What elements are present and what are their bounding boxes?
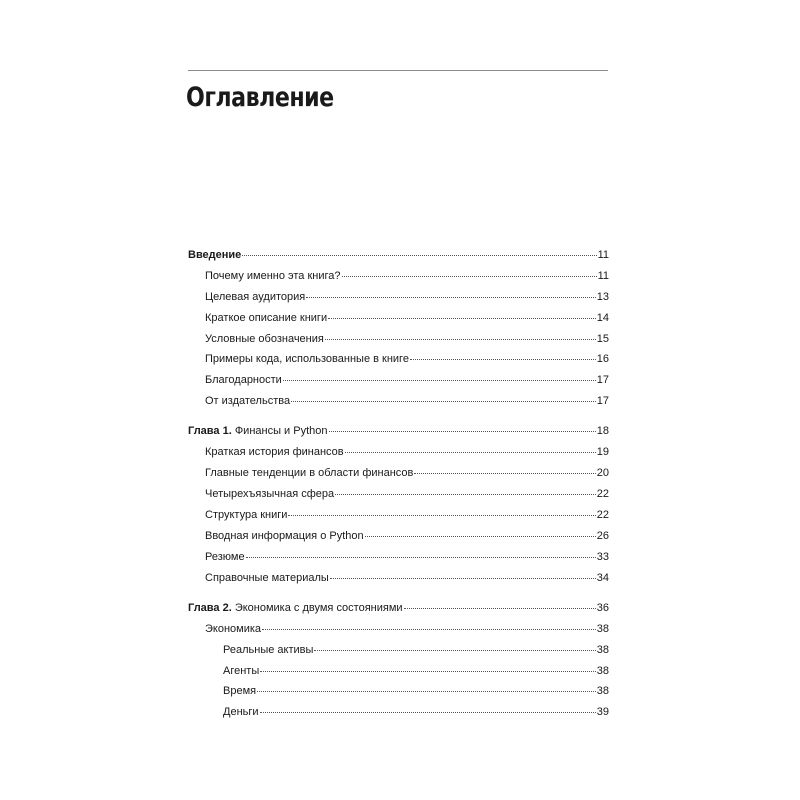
toc-entry-label	[205, 619, 261, 640]
toc-entry-text: Четырехъязычная сфера	[205, 488, 335, 501]
toc-entry-text: От издательства	[205, 395, 291, 408]
toc-page-number: 19	[596, 446, 609, 459]
toc-entry-label	[205, 370, 282, 391]
toc-dot-leader	[335, 494, 596, 495]
toc-entry-text: Целевая аудитория	[205, 290, 306, 303]
toc-page-number: 36	[596, 601, 609, 614]
toc-dot-leader	[283, 380, 596, 381]
toc-page-number: 17	[596, 395, 609, 408]
toc-entry[interactable]	[188, 463, 609, 484]
toc-entry-text: Справочные материалы	[205, 571, 329, 584]
toc-page-number: 38	[596, 685, 609, 698]
toc-entry-text: Примеры кода, использованные в книге	[205, 353, 409, 366]
toc-entry-label	[205, 329, 324, 350]
toc-entry-text: Резюме	[205, 550, 245, 563]
toc-dot-leader	[260, 671, 596, 672]
toc-page-number: 14	[596, 311, 609, 324]
toc-page-number: 16	[596, 353, 609, 366]
toc-entry-label	[205, 287, 305, 308]
toc-entry[interactable]	[188, 484, 609, 505]
toc-entry-text: Агенты	[223, 664, 260, 677]
table-of-contents	[188, 245, 609, 723]
toc-entry-prefix: Глава 2.	[188, 601, 232, 614]
toc-dot-leader	[246, 557, 596, 558]
toc-page-number: 38	[596, 643, 609, 656]
toc-entry-label	[188, 598, 403, 619]
toc-entry-text: Условные обозначения	[205, 332, 324, 345]
toc-entry-text: Время	[223, 685, 257, 698]
toc-entry-text: Экономика	[205, 622, 262, 635]
toc-page-number: 22	[596, 508, 609, 521]
toc-entry[interactable]	[188, 547, 609, 568]
toc-entry-label	[205, 568, 329, 589]
toc-dot-leader	[328, 318, 596, 319]
toc-entry-label	[205, 505, 287, 526]
toc-page-number: 15	[596, 332, 609, 345]
toc-entry[interactable]	[188, 370, 609, 391]
toc-entry-text: Реальные активы	[223, 643, 314, 656]
toc-entry[interactable]	[188, 266, 609, 287]
toc-entry-text: Экономика с двумя состояниями	[231, 601, 403, 614]
toc-entry[interactable]	[188, 391, 609, 412]
toc-page-number: 38	[596, 664, 609, 677]
toc-entry-text: Структура книги	[205, 508, 288, 521]
toc-entry-label	[205, 463, 413, 484]
toc-dot-leader	[257, 691, 596, 692]
toc-page-number: 22	[596, 488, 609, 501]
toc-entry[interactable]	[188, 619, 609, 640]
toc-entry[interactable]	[188, 505, 609, 526]
toc-dot-leader	[288, 515, 595, 516]
toc-page-number: 38	[596, 622, 609, 635]
toc-dot-leader	[291, 401, 596, 402]
page-title: Оглавление	[186, 82, 334, 113]
toc-dot-leader	[365, 536, 596, 537]
toc-entry-label	[205, 266, 341, 287]
toc-dot-leader	[242, 255, 596, 256]
toc-dot-leader	[410, 359, 596, 360]
toc-entry-text: Краткое описание книги	[205, 311, 328, 324]
toc-dot-leader	[314, 650, 595, 651]
toc-entry[interactable]	[188, 349, 609, 370]
toc-entry-text: Почему именно эта книга?	[205, 269, 341, 282]
toc-entry-label	[205, 349, 409, 370]
toc-dot-leader	[260, 712, 596, 713]
toc-page-number: 11	[597, 269, 609, 282]
toc-entry-label	[188, 245, 241, 266]
toc-page-number: 18	[596, 425, 609, 438]
toc-dot-leader	[342, 276, 597, 277]
toc-dot-leader	[330, 578, 596, 579]
toc-entry-text: Финансы и Python	[231, 425, 328, 438]
toc-entry[interactable]	[188, 681, 609, 702]
toc-entry-label	[205, 391, 290, 412]
toc-page-number: 20	[596, 467, 609, 480]
top-rule	[188, 70, 608, 71]
toc-page-number: 11	[597, 249, 609, 261]
toc-entry-label	[223, 661, 259, 682]
toc-entry-text: Деньги	[223, 706, 259, 719]
toc-entry-label	[188, 421, 328, 442]
toc-chapter-entry[interactable]	[188, 598, 609, 619]
toc-dot-leader	[404, 608, 596, 609]
toc-entry[interactable]	[188, 442, 609, 463]
toc-entry-label	[223, 702, 259, 723]
toc-dot-leader	[345, 452, 596, 453]
toc-entry[interactable]	[188, 702, 609, 723]
toc-entry[interactable]	[188, 568, 609, 589]
toc-dot-leader	[262, 629, 596, 630]
toc-entry-label	[205, 526, 364, 547]
toc-dot-leader	[325, 339, 596, 340]
toc-entry[interactable]	[188, 640, 609, 661]
toc-entry-prefix: Введение	[188, 249, 242, 261]
toc-entry[interactable]	[188, 308, 609, 329]
toc-entry-prefix: Глава 1.	[188, 425, 232, 438]
toc-page-number: 33	[596, 550, 609, 563]
toc-page-number: 17	[596, 374, 609, 387]
toc-entry-label	[205, 484, 334, 505]
toc-entry-label	[205, 308, 327, 329]
toc-entry[interactable]	[188, 329, 609, 350]
toc-chapter-entry[interactable]	[188, 245, 609, 266]
toc-page-number: 26	[596, 529, 609, 542]
toc-entry[interactable]	[188, 287, 609, 308]
toc-page-number: 13	[596, 290, 609, 303]
toc-entry-label	[223, 681, 256, 702]
toc-dot-leader	[306, 297, 596, 298]
toc-entry[interactable]	[188, 661, 609, 682]
toc-entry-text: Краткая история финансов	[205, 446, 344, 459]
toc-entry-text: Благодарности	[205, 374, 282, 387]
toc-dot-leader	[329, 431, 596, 432]
toc-entry-label	[205, 442, 344, 463]
toc-entry-text: Главные тенденции в области финансов	[205, 467, 414, 480]
toc-page-number: 34	[596, 571, 609, 584]
toc-entry-text: Вводная информация о Python	[205, 529, 364, 542]
toc-entry-label	[223, 640, 313, 661]
toc-chapter-entry[interactable]	[188, 421, 609, 442]
toc-entry[interactable]	[188, 526, 609, 547]
toc-dot-leader	[414, 473, 595, 474]
toc-page-number: 39	[596, 706, 609, 719]
toc-entry-label	[205, 547, 245, 568]
